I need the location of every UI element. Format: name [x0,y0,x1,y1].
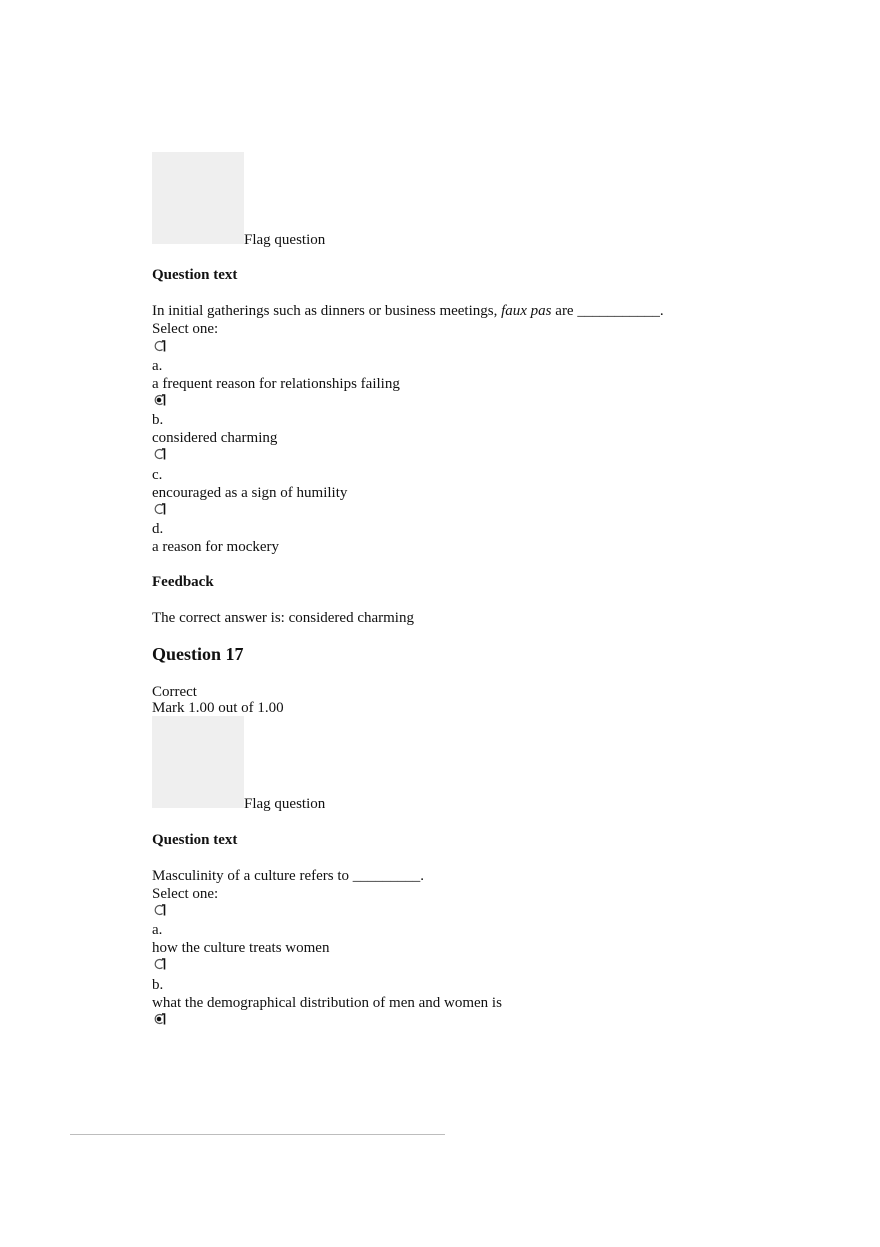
prompt-italic: faux pas [501,303,552,319]
radio-option-b[interactable] [152,957,168,971]
option-b-letter: b. [152,412,164,428]
question-status: Correct [152,684,197,700]
feedback-text: The correct answer is: considered charming [152,610,414,626]
option-d-text[interactable]: a reason for mockery [152,539,280,555]
option-b-letter: b. [152,977,164,993]
option-c-text[interactable]: encouraged as a sign of humility [152,485,348,501]
flag-question-link[interactable]: Flag question [244,232,326,248]
flag-image-placeholder[interactable] [152,716,244,808]
question-mark: Mark 1.00 out of 1.00 [152,700,284,716]
footer-divider [70,1134,445,1135]
radio-option-b-selected[interactable] [152,393,168,407]
question-text-heading: Question text [152,832,238,848]
radio-option-a[interactable] [152,903,168,917]
radio-option-c-selected[interactable] [152,1012,168,1026]
question-prompt [152,302,664,320]
question-prompt: Masculinity of a culture refers to _________. [152,868,425,884]
option-c-letter: c. [152,467,163,483]
option-a-text[interactable]: a frequent reason for relationships failing [152,376,400,392]
option-a-letter: a. [152,922,163,938]
select-one-label: Select one: [152,321,219,337]
select-one-label: Select one: [152,886,219,902]
prompt-before: In initial gatherings such as dinners or business meetings, [152,303,502,319]
option-b-text[interactable]: considered charming [152,430,278,446]
radio-option-c[interactable] [152,447,168,461]
feedback-heading: Feedback [152,574,214,590]
question-title: Question 17 [152,644,244,664]
prompt-after: are ___________. [551,303,664,319]
flag-image-placeholder[interactable] [152,152,244,244]
flag-question-link[interactable]: Flag question [244,796,326,812]
option-b-text[interactable]: what the demographical distribution of men and women is [152,995,502,1011]
question-text-heading: Question text [152,267,238,283]
radio-option-d[interactable] [152,502,168,516]
option-a-text[interactable]: how the culture treats women [152,940,330,956]
radio-option-a[interactable] [152,339,168,353]
option-a-letter: a. [152,358,163,374]
option-d-letter: d. [152,521,164,537]
